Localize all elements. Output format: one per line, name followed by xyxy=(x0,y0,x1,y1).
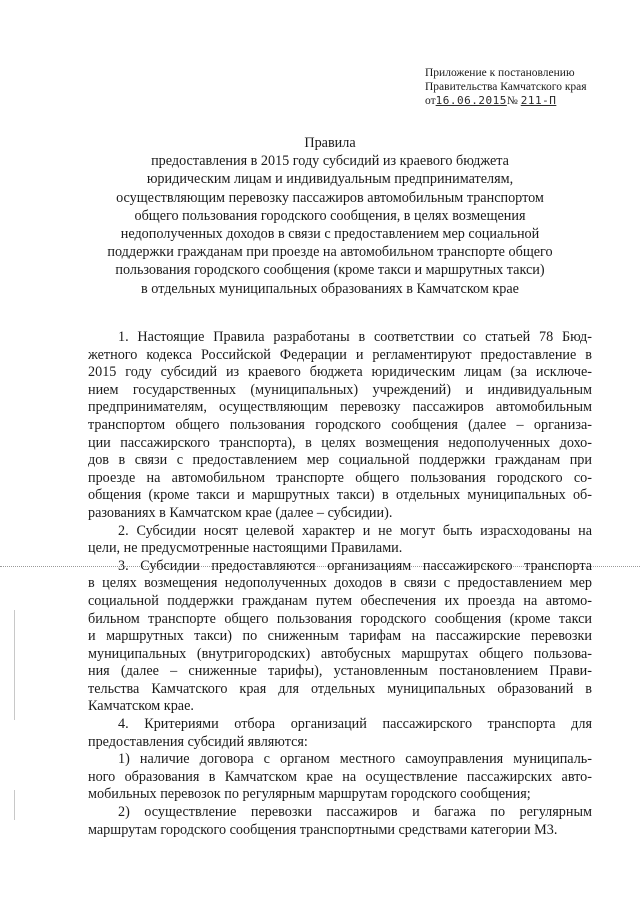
body-line: в целях возмещения недополученных доходов в связи с предоставлением мер xyxy=(88,575,592,592)
title-line: поддержки гражданам при проезде на автомобильном транспорте общего xyxy=(107,244,553,261)
body-line: предпринимателям, осуществляющим перевозку пассажиров автомобильным xyxy=(88,399,592,416)
annex-header xyxy=(425,66,625,108)
title-heading: Правила xyxy=(304,135,356,151)
title-line: юридическим лицам и индивидуальным предпринимателям, xyxy=(146,171,514,188)
body-line: транспортом общего пользования городского сообщения (далее – организа- xyxy=(88,416,592,433)
annex-number: 211-П xyxy=(520,94,557,107)
body-line: дов в связи с предоставлением мер социальной поддержки гражданам при xyxy=(88,452,592,469)
annex-date-line xyxy=(425,94,625,108)
body-line: жетного кодекса Российской Федерации и регламентируют предоставление в xyxy=(88,346,592,363)
body-line: 1) наличие договора с органом местного самоуправления муниципаль- xyxy=(118,751,592,768)
title-line: общего пользования городского сообщения, в целях возмещения xyxy=(134,207,526,224)
body-line: 2. Субсидии носят целевой характер и не могут быть израсходованы на xyxy=(118,522,592,539)
body-line: и маршрутных такси) по сниженным тарифам на пассажирские перевозки xyxy=(88,628,592,645)
body-line: 2) осуществление перевозки пассажиров и багажа по регулярным xyxy=(118,804,592,821)
body-line: социальной поддержки гражданам путем обеспечения их проезда на автомо- xyxy=(88,592,592,609)
body-line: нием государственных (муниципальных) учреждений) и индивидуальным xyxy=(88,381,592,398)
body-line: муниципальных (внутригородских) автобусных маршрутах общего пользова- xyxy=(88,645,592,662)
body-line: бильном транспорте общего пользования городского сообщения (кроме такси xyxy=(88,610,592,627)
body-line: Камчатском крае. xyxy=(88,698,194,715)
annex-number-label: № xyxy=(506,95,518,107)
body-line: 1. Настоящие Правила разработаны в соответствии со статьей 78 Бюд- xyxy=(118,329,592,345)
annex-date-prefix: от xyxy=(425,95,436,107)
body-line: 3. Субсидии предоставляются организациям пассажирского транспорта xyxy=(118,557,592,574)
document-title xyxy=(95,134,565,298)
body-line: цели, не предусмотренные настоящими Правилами. xyxy=(88,540,403,557)
document-body xyxy=(88,329,592,839)
body-line: маршрутам городского сообщения транспортными средствами категории М3. xyxy=(88,821,558,838)
annex-line-1: Приложение к постановлению xyxy=(425,67,575,79)
annex-date: 16.06.2015 xyxy=(435,94,507,107)
body-line: ного образования в Камчатском крае на осуществление пассажирских авто- xyxy=(88,768,592,785)
body-line: ния (далее – сниженные тарифы), установленным постановлением Прави- xyxy=(88,663,592,680)
body-line: ции пассажирского транспорта), в целях возмещения недополученных дохо- xyxy=(88,434,592,451)
title-line: осуществляющим перевозку пассажиров автомобильным транспортом xyxy=(116,189,544,206)
annex-line-2: Правительства Камчатского края xyxy=(425,81,587,93)
body-line: 2015 году субсидий из краевого бюджета юридическим лицам (за исключе- xyxy=(88,364,592,381)
scan-margin-mark xyxy=(14,610,15,720)
body-line: 4. Критериями отбора организаций пассажирского транспорта для xyxy=(118,716,592,733)
scan-margin-mark xyxy=(14,790,15,820)
title-line: предоставления в 2015 году субсидий из краевого бюджета xyxy=(151,153,509,170)
body-line: разованиях в Камчатском крае (далее – субсидии). xyxy=(88,504,393,521)
body-line: мобильных перевозок по регулярным маршрутам городского сообщения; xyxy=(88,786,531,803)
body-line: общения (кроме такси и маршрутных такси) в отдельных муниципальных об- xyxy=(88,487,592,504)
body-line: проезде на автомобильном транспорте общего пользования городского со- xyxy=(88,469,592,486)
body-line: предоставления субсидий являются: xyxy=(88,733,308,750)
title-line: недополученных доходов в связи с предоставлением мер социальной xyxy=(120,226,540,243)
title-line: пользования городского сообщения (кроме такси и маршрутных такси) xyxy=(115,262,545,279)
title-line: в отдельных муниципальных образованиях в Камчатском крае xyxy=(141,280,519,297)
body-line: тельства Камчатского края для отдельных муниципальных образований в xyxy=(88,680,592,697)
